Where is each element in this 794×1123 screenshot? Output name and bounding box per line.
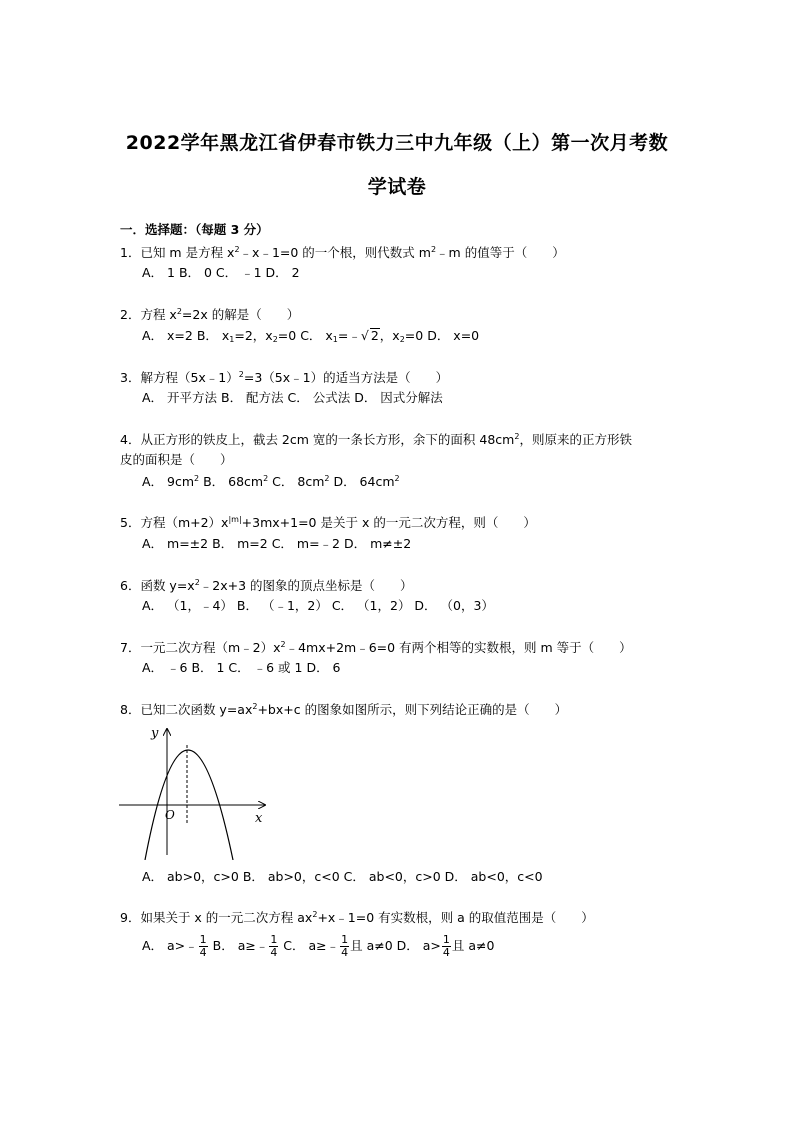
question-2-stem: 2．方程 $x^2=2x$ 的解是（ ） [120,307,300,322]
question-1-options: A． 1 B． 0 C． ﹣1 D． 2 [142,265,300,280]
fraction-one-quarter: $\frac{1}{4}$ [199,933,207,959]
question-6-options: A． （1，﹣4） B． （﹣1，2） C． （1，2） D． （0，3） [142,598,494,613]
origin-label: O [165,808,175,822]
paper-title-line-1: 2022学年黑龙江省伊春市铁力三中九年级（上）第一次月考数 [125,132,669,154]
question-4-stem-continued: 皮的面积是（ ） [120,452,233,467]
question-4-stem: 4．从正方形的铁皮上，截去 2cm 宽的一条长方形，余下的面积 $48cm^2$，则原来的正方形铁 [120,432,632,447]
question-5-stem: 5．方程$(m+2)x^{|m|}+3mx+1=0$ 是关于 x 的一元二次方程，则（ ） [120,515,536,530]
question-6-stem: 6．函数 $y=x^2﹣2x+3$ 的图象的顶点坐标是（ ） [120,578,413,593]
question-5-options: A． m=±2 B． m=2 C． m=﹣2 D． m≠±2 [142,536,412,551]
section-header: 一．选择题：（每题 3 分） [120,222,269,237]
fraction-one-quarter: $\frac{1}{4}$ [270,933,278,959]
fraction-one-quarter: $\frac{1}{4}$ [442,933,450,959]
fraction-one-quarter: $\frac{1}{4}$ [341,933,349,959]
x-axis-label: x [255,811,263,826]
question-7-stem: 7．一元二次方程$(m﹣2)x^2﹣4mx+2m﹣6=0$ 有两个相等的实数根，则 m 等于（ ） [120,640,632,655]
question-7-options: A． ﹣6 B． 1 C． ﹣6 或 1 D． 6 [142,660,341,675]
question-1-stem: 1．已知 m 是方程 $x^2﹣x﹣1=0$ 的一个根，则代数式 $m^2﹣m$ 的值等于（ ） [120,245,565,260]
question-8-options: A． ab>0，c>0 B． ab>0，c<0 C． ab<0，c>0 D． ab<0，c<0 [142,869,543,884]
question-3-stem: 3．解方程（5x﹣1）$^2$=3（5x﹣1）的适当方法是（ ） [120,370,449,385]
y-axis-label: y [151,726,159,741]
question-9-stem: 9．如果关于 x 的一元二次方程 $ax^2+x﹣1=0$ 有实数根，则 a 的取值范围是（ ） [120,910,594,925]
question-3-options: A． 开平方法 B． 配方法 C． 公式法 D． 因式分解法 [142,390,443,405]
question-4-options: A． $9cm^2$ B． $68cm^2$ C． $8cm^2$ D． $64cm^2$ [142,474,400,489]
question-9-options: A． a>﹣ $\frac{1}{4}$ B． a≥﹣ $\frac{1}{4}$ C． a≥﹣ $\frac{1}{4}$ 且 a≠0 D． a> $\frac{1}{4}$ 且 a≠0 [142,933,495,959]
paper-title-line-2: 学试卷 [367,176,427,198]
question-2-options: A． x=2 B． $x_1=2$，$x_2=0$ C． $x_1=﹣√$ 2，$x_2=0$ D． x=0 [142,328,480,344]
question-8-stem: 8．已知二次函数 $y=ax^2+bx+c$ 的图象如图所示，则下列结论正确的是（ ） [120,702,568,717]
parabola-graph [115,725,275,860]
